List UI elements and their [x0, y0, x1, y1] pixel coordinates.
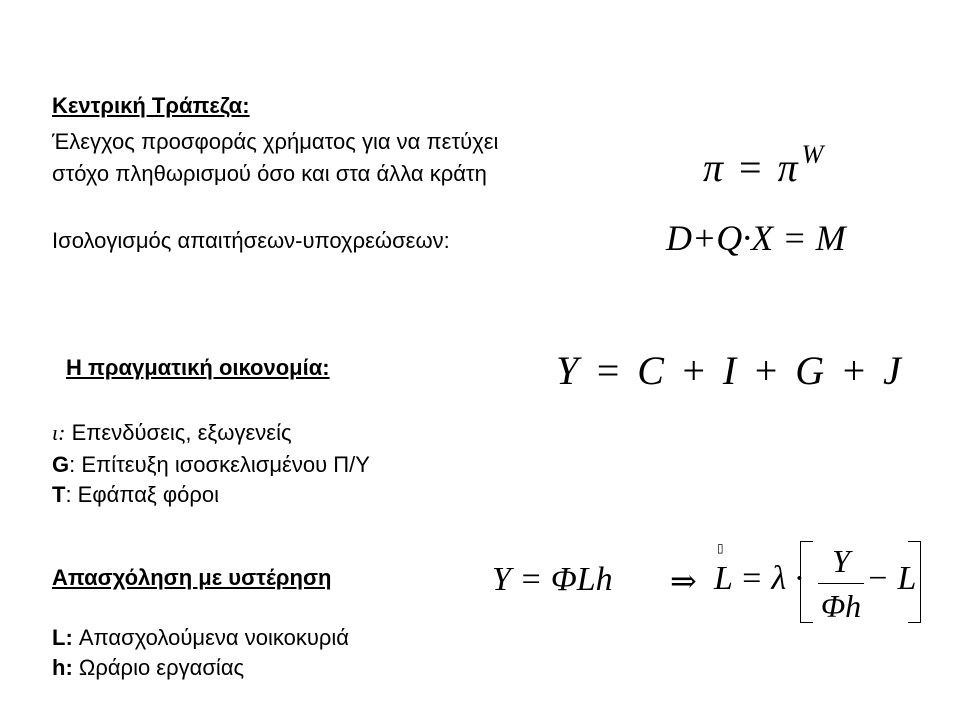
fraction-denominator: Φh: [820, 588, 862, 624]
pi-symbol-world: π: [777, 145, 798, 190]
fraction-bar: [818, 583, 864, 584]
item-investment: [52, 420, 292, 446]
production-equation: Y = ΦLh: [492, 561, 613, 598]
pi-symbol: π: [703, 145, 724, 190]
equals-sign: =: [739, 145, 762, 190]
item-investment-text: Επενδύσεις, εξωγενείς: [71, 420, 292, 445]
world-superscript: W: [801, 140, 824, 169]
item-government: [52, 452, 370, 478]
central-bank-line-2: στόχο πληθωρισμού όσο και στα άλλα κράτη: [52, 161, 487, 186]
item-taxes-key: T: [52, 482, 66, 507]
item-labour-key: L:: [52, 625, 73, 650]
left-bracket: [800, 541, 813, 623]
item-hours-text: Ωράριο εργασίας: [72, 655, 245, 680]
item-taxes: [52, 482, 219, 508]
right-bracket: [908, 541, 921, 623]
implies-arrow: ⇒: [670, 563, 697, 599]
time-derivative-mark: ▯: [717, 541, 724, 555]
fraction-numerator: Y: [832, 543, 850, 579]
central-bank-title: Κεντρική Τράπεζα:: [52, 93, 250, 118]
balance-sheet-equation: D+Q·X = M: [666, 218, 846, 258]
item-hours-key: h:: [52, 655, 73, 680]
item-investment-key: ι:: [52, 420, 66, 445]
item-labour: [52, 625, 349, 651]
l-dot-rhs-suffix: − L: [866, 560, 917, 597]
l-dot-rhs-prefix: = λ ·: [740, 560, 804, 597]
inflation-target-equation: [703, 140, 824, 190]
l-dot-variable: L: [714, 560, 733, 597]
item-government-key: G: [52, 452, 70, 477]
item-labour-text: Απασχολούμενα νοικοκυριά: [72, 625, 349, 650]
real-economy-title: Η πραγματική οικονομία:: [66, 355, 330, 380]
employment-title: Απασχόληση με υστέρηση: [52, 565, 332, 590]
balance-sheet-label: Ισολογισμός απαιτήσεων-υποχρεώσεων:: [52, 228, 450, 253]
item-taxes-text: : Εφάπαξ φόροι: [65, 482, 220, 507]
item-hours: [52, 655, 244, 681]
item-government-text: : Επίτευξη ισοσκελισμένου Π/Υ: [69, 452, 370, 477]
aggregate-demand-equation: Y = C + I + G + J: [556, 348, 901, 393]
central-bank-line-1: Έλεγχος προσφοράς χρήματος για να πετύχει: [52, 129, 499, 154]
